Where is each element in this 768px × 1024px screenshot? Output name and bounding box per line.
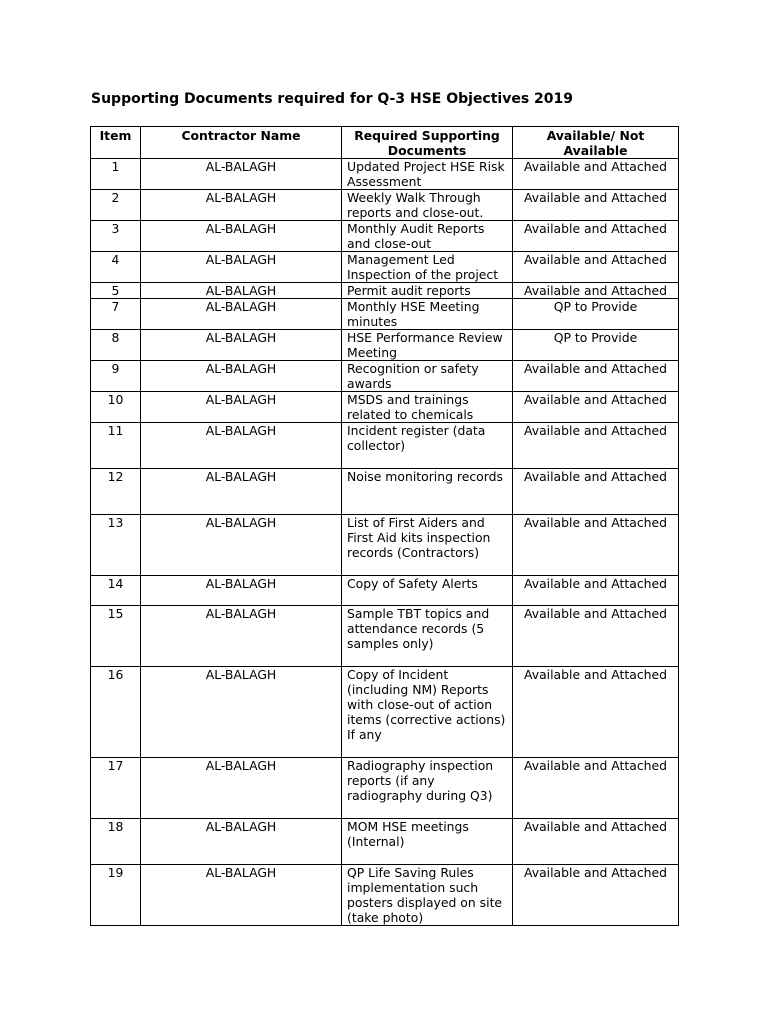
required-document: Monthly HSE Meeting minutes — [342, 299, 513, 330]
required-document: Recognition or safety awards — [342, 361, 513, 392]
contractor-name: AL-BALAGH — [141, 758, 342, 819]
contractor-name: AL-BALAGH — [141, 423, 342, 469]
required-document: Monthly Audit Reports and close-out — [342, 221, 513, 252]
availability-status: Available and Attached — [513, 392, 679, 423]
header-availability: Available/ Not Available — [513, 127, 679, 159]
required-document: Permit audit reports — [342, 283, 513, 299]
availability-status: Available and Attached — [513, 252, 679, 283]
required-document: Copy of Incident (including NM) Reports with close-out of action items (corrective actions) If any — [342, 667, 513, 758]
availability-status: Available and Attached — [513, 576, 679, 606]
required-document: Sample TBT topics and attendance records (5 samples only) — [342, 606, 513, 667]
item-number: 16 — [91, 667, 141, 758]
item-number: 5 — [91, 283, 141, 299]
item-number: 9 — [91, 361, 141, 392]
header-item: Item — [91, 127, 141, 159]
availability-status: Available and Attached — [513, 758, 679, 819]
contractor-name: AL-BALAGH — [141, 190, 342, 221]
required-document: Copy of Safety Alerts — [342, 576, 513, 606]
availability-status: Available and Attached — [513, 159, 679, 190]
table-row — [91, 423, 679, 469]
availability-status: Available and Attached — [513, 515, 679, 576]
item-number: 19 — [91, 865, 141, 926]
availability-status: Available and Attached — [513, 606, 679, 667]
item-number: 14 — [91, 576, 141, 606]
table-row — [91, 159, 679, 190]
availability-status: Available and Attached — [513, 283, 679, 299]
table-row — [91, 819, 679, 865]
required-document: HSE Performance Review Meeting — [342, 330, 513, 361]
contractor-name: AL-BALAGH — [141, 283, 342, 299]
contractor-name: AL-BALAGH — [141, 330, 342, 361]
table-row — [91, 667, 679, 758]
availability-status: Available and Attached — [513, 423, 679, 469]
contractor-name: AL-BALAGH — [141, 299, 342, 330]
contractor-name: AL-BALAGH — [141, 469, 342, 515]
availability-status: Available and Attached — [513, 819, 679, 865]
supporting-documents-table — [90, 126, 679, 926]
table-row — [91, 252, 679, 283]
availability-status: Available and Attached — [513, 361, 679, 392]
availability-status: Available and Attached — [513, 667, 679, 758]
availability-status: Available and Attached — [513, 221, 679, 252]
item-number: 18 — [91, 819, 141, 865]
item-number: 3 — [91, 221, 141, 252]
item-number: 4 — [91, 252, 141, 283]
table-row — [91, 865, 679, 926]
contractor-name: AL-BALAGH — [141, 576, 342, 606]
required-document: Updated Project HSE Risk Assessment — [342, 159, 513, 190]
contractor-name: AL-BALAGH — [141, 819, 342, 865]
item-number: 2 — [91, 190, 141, 221]
item-number: 13 — [91, 515, 141, 576]
header-contractor-name: Contractor Name — [141, 127, 342, 159]
header-required-documents: Required Supporting Documents — [342, 127, 513, 159]
item-number: 1 — [91, 159, 141, 190]
table-row — [91, 283, 679, 299]
table-row — [91, 576, 679, 606]
availability-status: Available and Attached — [513, 865, 679, 926]
table-row — [91, 606, 679, 667]
required-document: QP Life Saving Rules implementation such posters displayed on site (take photo) — [342, 865, 513, 926]
document-title: Supporting Documents required for Q-3 HSE Objectives 2019 — [91, 91, 574, 107]
table-row — [91, 515, 679, 576]
item-number: 15 — [91, 606, 141, 667]
item-number: 17 — [91, 758, 141, 819]
item-number: 12 — [91, 469, 141, 515]
table-row — [91, 392, 679, 423]
contractor-name: AL-BALAGH — [141, 252, 342, 283]
contractor-name: AL-BALAGH — [141, 392, 342, 423]
item-number: 7 — [91, 299, 141, 330]
item-number: 8 — [91, 330, 141, 361]
contractor-name: AL-BALAGH — [141, 606, 342, 667]
required-document: Incident register (data collector) — [342, 423, 513, 469]
required-document: MSDS and trainings related to chemicals — [342, 392, 513, 423]
availability-status: Available and Attached — [513, 190, 679, 221]
table-row — [91, 299, 679, 330]
table-row — [91, 361, 679, 392]
table-row — [91, 330, 679, 361]
table-row — [91, 190, 679, 221]
availability-status: QP to Provide — [513, 330, 679, 361]
required-document: Radiography inspection reports (if any radiography during Q3) — [342, 758, 513, 819]
table-row — [91, 469, 679, 515]
required-document: Noise monitoring records — [342, 469, 513, 515]
required-document: Weekly Walk Through reports and close-out. — [342, 190, 513, 221]
item-number: 10 — [91, 392, 141, 423]
contractor-name: AL-BALAGH — [141, 865, 342, 926]
contractor-name: AL-BALAGH — [141, 221, 342, 252]
contractor-name: AL-BALAGH — [141, 667, 342, 758]
contractor-name: AL-BALAGH — [141, 361, 342, 392]
availability-status: QP to Provide — [513, 299, 679, 330]
item-number: 11 — [91, 423, 141, 469]
table-row — [91, 221, 679, 252]
contractor-name: AL-BALAGH — [141, 159, 342, 190]
required-document: Management Led Inspection of the project — [342, 252, 513, 283]
table-header-row — [91, 127, 679, 159]
availability-status: Available and Attached — [513, 469, 679, 515]
required-document: MOM HSE meetings (Internal) — [342, 819, 513, 865]
contractor-name: AL-BALAGH — [141, 515, 342, 576]
table-row — [91, 758, 679, 819]
required-document: List of First Aiders and First Aid kits inspection records (Contractors) — [342, 515, 513, 576]
